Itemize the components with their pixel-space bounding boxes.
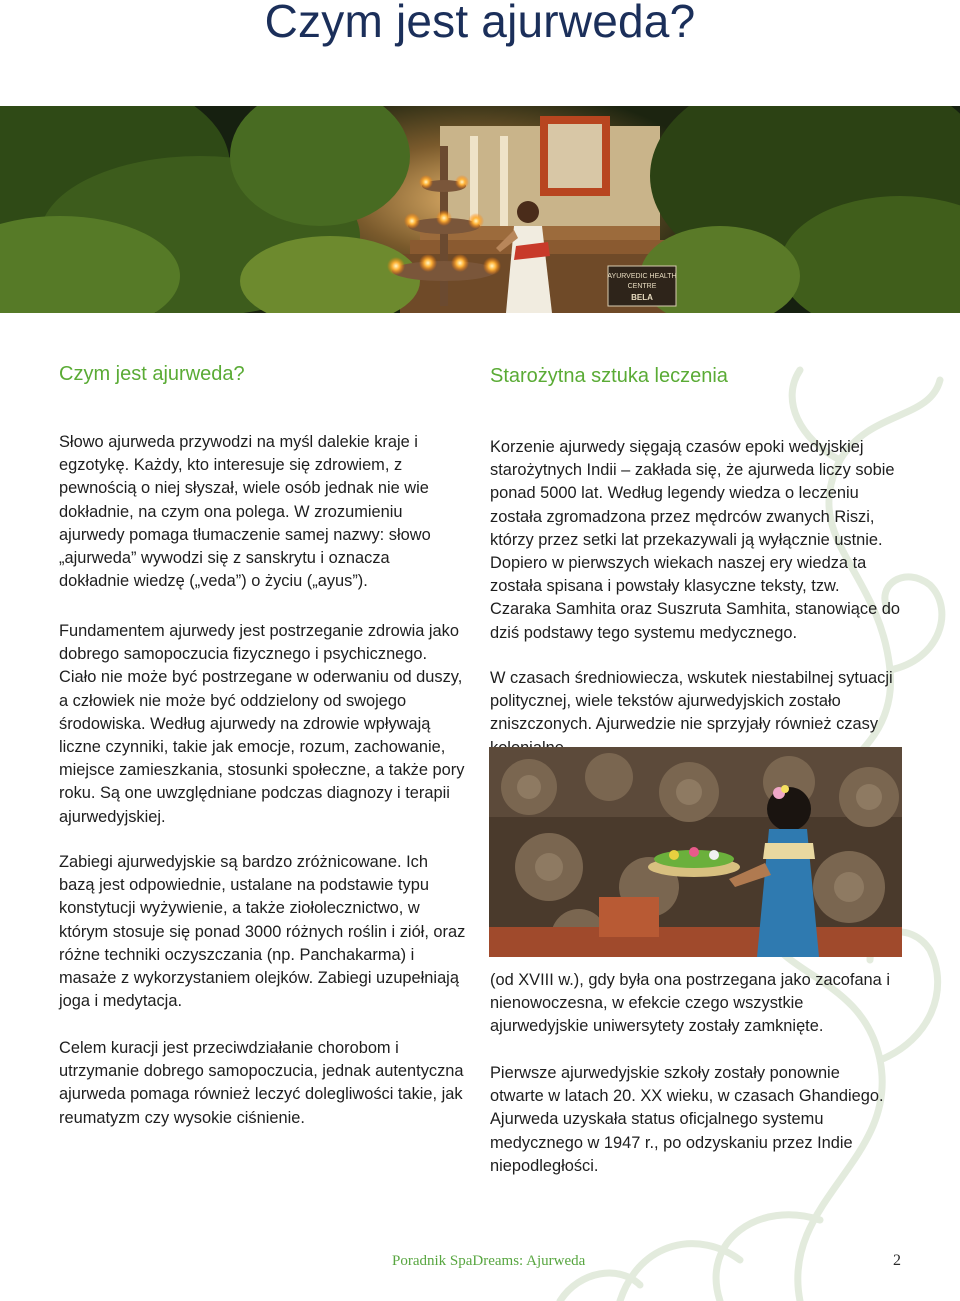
right-paragraph-4: Pierwsze ajurwedyjskie szkoły zostały ponownie otwarte w latach 20. XX wieku, w czasach Ghandiego. Ajurweda uzyskała status oficjalnego systemu medycznego w 1947 r., po odzyskaniu przez Indie niepodległości. xyxy=(490,1064,884,1175)
left-paragraph-2: Fundamentem ajurwedy jest postrzeganie zdrowia jako dobrego samopoczucia fizycznego i psychicznego. Ciało nie może być postrzegane w oderwaniu od duszy, a człowiek nie może być oddzielony od swojego środowiska. Według ajurwedy na zdrowie wpływają liczne czynniki, takie jak emocje, rozum, zachowanie, miejsce zamieszkania, stosunki społeczne, a także pory roku. Są one uwzględniane podczas diagnozy i terapii ajurwedyjskiej. xyxy=(59,622,465,826)
right-paragraph-1: Korzenie ajurwedy sięgają czasów epoki wedyjskiej starożytnych Indii – zakłada się, że ajurweda liczy sobie ponad 5000 lat. Według legendy wiedza o leczeniu została zgromadzona przez mędrców zwanych Riszi, którzy przez setki lat przekazywali ją wyłącznie ustnie. Dopiero w pierwszych wiekach naszej ery wiedza ta została spisana i powstały klasyczne teksty, tzw. Czaraka Samhita oraz Suszruta Samhita, stanowiące do dziś podstawy tego systemu medycznego. xyxy=(490,438,900,642)
right-paragraph-2: W czasach średniowiecza, wskutek niestabilnej sytuacji politycznej, wiele tekstów ajurwedyjskich zostało zniszczonych. Ajurwedzie nie sprzyjały również czasy xyxy=(490,669,893,734)
right-column-heading: Starożytna sztuka leczenia xyxy=(490,365,728,387)
left-paragraph-1: Słowo ajurweda przywodzi na myśl dalekie kraje i egzotykę. Każdy, kto interesuje się zdrowiem, z pewnością o niej słyszał, wiele osób jednak nie wie dokładnie, na czym ona polega. W zrozumieniu ajurwedy pomaga tłumaczenie samej nazwy: słowo „ajurweda” wywodzi się z sanskrytu i oznacza dokładnie wiedzę („veda”) o życiu („ayus”). xyxy=(59,433,431,591)
temple-image xyxy=(489,747,902,957)
svg-text:CENTRE: CENTRE xyxy=(627,283,657,290)
left-paragraph-3: Zabiegi ajurwedyjskie są bardzo zróżnicowane. Ich bazą jest odpowiednie, ustalane na podstawie typu konstytucji wyżywienie, a także ziołolecznictwo, w którym stosuje się ponad 3000 różnych roślin i ziół, oraz różne techniki oczyszczania (np. Panchakarma) i masaże z wykorzystaniem olejków. Zabiegi uzupełniają joga i medytacja. xyxy=(59,853,466,1011)
right-paragraph-3: (od XVIII w.), gdy była ona postrzegana jako zacofana i nienowoczesna, w efekcie czego wszystkie ajurwedyjskie uniwersytety zostały zamknięte. xyxy=(490,971,890,1036)
left-column-heading: Czym jest ajurweda? xyxy=(59,363,245,385)
svg-text:AYURVEDIC HEALTH: AYURVEDIC HEALTH xyxy=(607,273,677,280)
svg-text:BELA: BELA xyxy=(631,293,653,302)
hero-image xyxy=(0,106,960,313)
page-number: 2 xyxy=(893,1252,901,1269)
left-paragraph-4: Celem kuracji jest przeciwdziałanie chorobom i utrzymanie dobrego samopoczucia, jednak autentyczna ajurweda pomaga również leczyć dolegliwości takie, jak reumatyzm czy wysokie ciśnienie. xyxy=(59,1039,464,1127)
page-title: Czym jest ajurweda? xyxy=(264,0,696,47)
footer-publication-title: Poradnik SpaDreams: Ajurweda xyxy=(392,1253,586,1269)
